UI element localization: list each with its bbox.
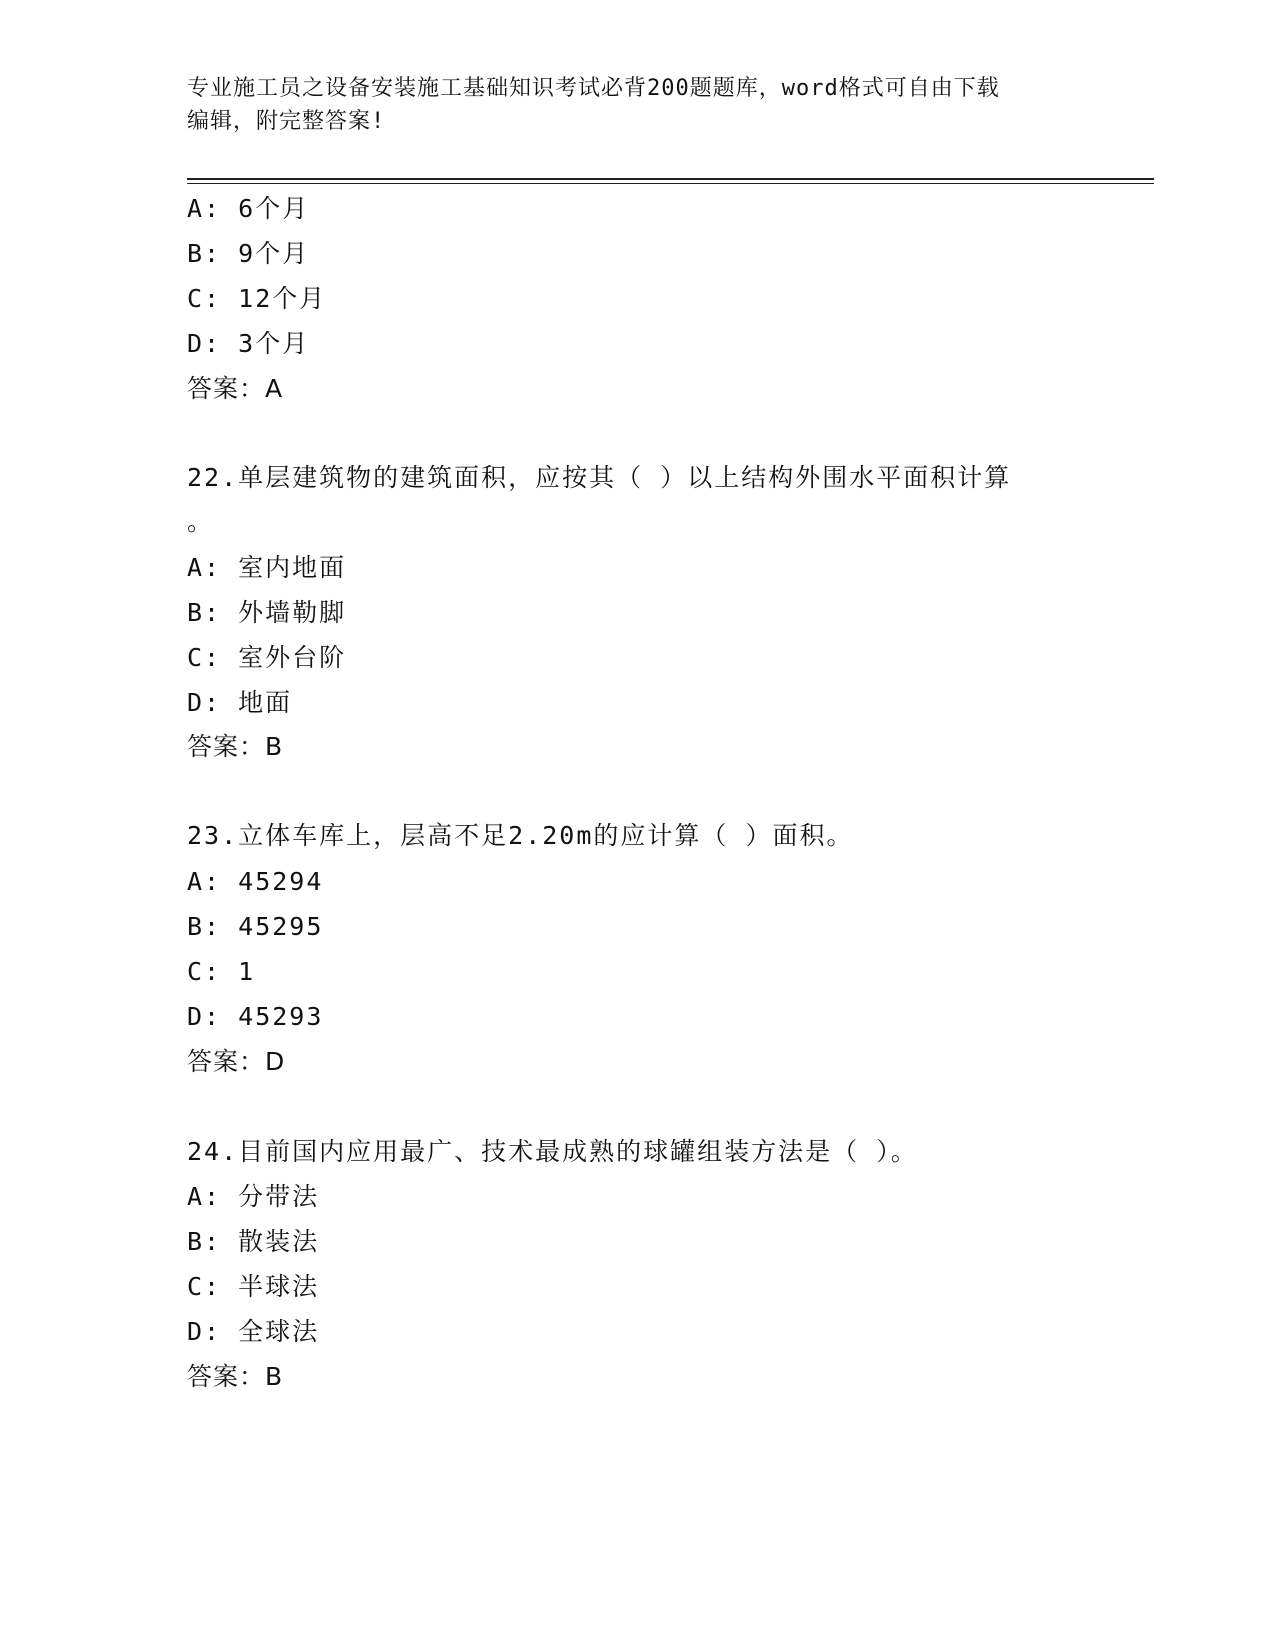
q23-option-b: B: 45295: [187, 912, 324, 941]
q24-answer: 答案：B: [187, 1362, 284, 1391]
q21-answer: 答案：A: [187, 374, 284, 403]
q24-option-b: B: 散装法: [187, 1227, 320, 1256]
document-header: [187, 72, 1087, 138]
q24-question: 24.目前国内应用最广、技术最成熟的球罐组装方法是（ ）。: [187, 1137, 918, 1166]
q23-option-d: D: 45293: [187, 1002, 324, 1031]
q22-option-d: D: 地面: [187, 688, 293, 717]
q22-option-b: B: 外墙勒脚: [187, 598, 347, 627]
q24-option-c: C: 半球法: [187, 1272, 320, 1301]
q23-option-c: C: 1: [187, 957, 256, 986]
q24-option-a: A: 分带法: [187, 1182, 320, 1211]
q21-option-b: B: 9个月: [187, 239, 310, 268]
header-divider-thick: [187, 178, 1154, 180]
q22-option-c: C: 室外台阶: [187, 643, 347, 672]
header-title-line2: 编辑，附完整答案!: [187, 109, 386, 134]
q22-answer: 答案：B: [187, 732, 284, 761]
q22-option-a: A: 室内地面: [187, 553, 347, 582]
q23-question: 23.立体车库上，层高不足2.20m的应计算（ ）面积。: [187, 821, 854, 850]
q22-question-line1: 22.单层建筑物的建筑面积，应按其（ ）以上结构外围水平面积计算: [187, 463, 1012, 492]
q21-option-a: A: 6个月: [187, 194, 310, 223]
q24-option-d: D: 全球法: [187, 1317, 320, 1346]
q21-option-d: D: 3个月: [187, 329, 310, 358]
header-divider-thin: [187, 183, 1154, 184]
q23-answer: 答案：D: [187, 1047, 286, 1076]
q23-option-a: A: 45294: [187, 867, 324, 896]
header-title-line1: 专业施工员之设备安装施工基础知识考试必背200题题库，word格式可自由下载: [187, 76, 1000, 101]
q21-option-c: C: 12个月: [187, 284, 327, 313]
q22-question-line2: 。: [187, 507, 215, 536]
